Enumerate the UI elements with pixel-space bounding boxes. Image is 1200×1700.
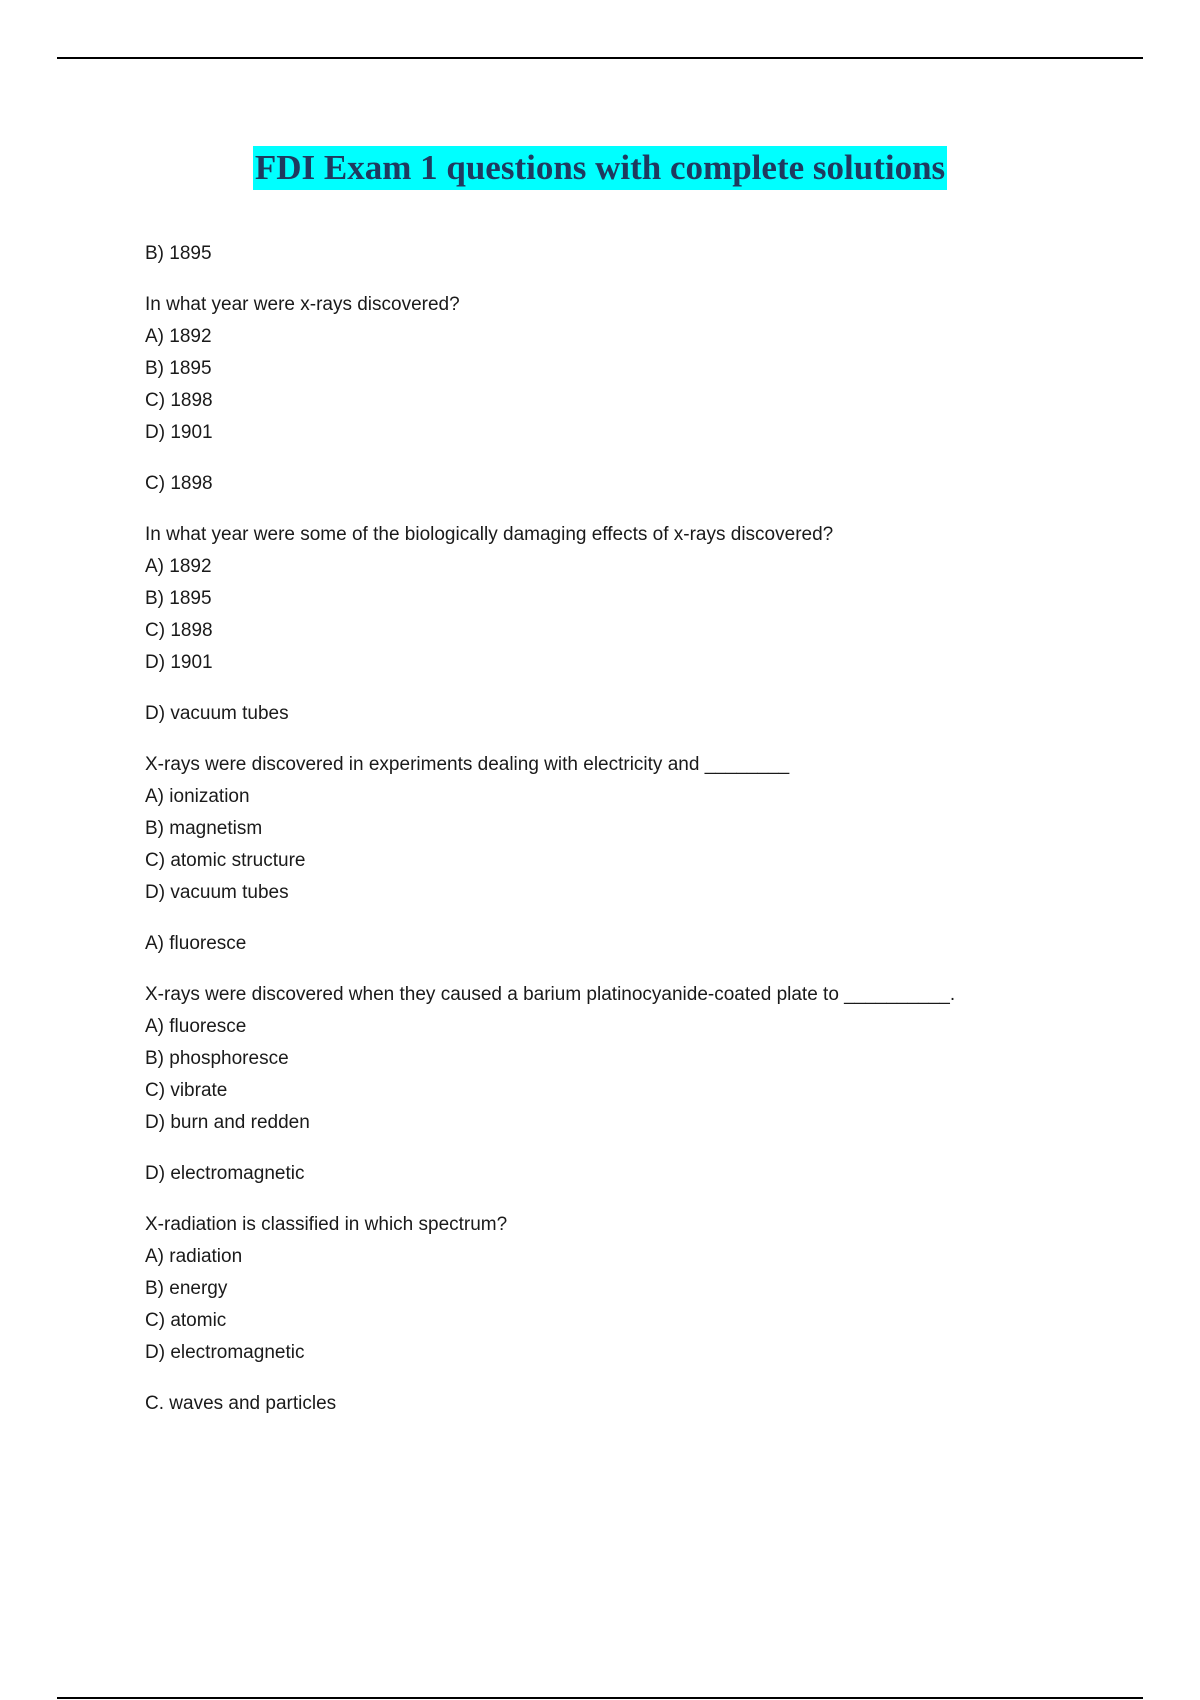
option-text: A) fluoresce xyxy=(145,1016,247,1037)
option-text: C) vibrate xyxy=(145,1080,228,1101)
option-text: A) 1892 xyxy=(145,326,212,347)
answer-text: D) electromagnetic xyxy=(145,1163,305,1184)
footer-rule xyxy=(57,1697,1143,1699)
title-container xyxy=(0,146,1200,190)
spacer xyxy=(145,1141,1105,1160)
answer-text: A) fluoresce xyxy=(145,933,247,954)
option-text: B) energy xyxy=(145,1278,228,1299)
page-title: FDI Exam 1 questions with complete solutions xyxy=(253,146,947,190)
option-text: C) 1898 xyxy=(145,390,213,411)
spacer xyxy=(145,681,1105,700)
option-text: D) 1901 xyxy=(145,422,213,443)
answer-text: C. waves and particles xyxy=(145,1393,337,1414)
option-text: B) phosphoresce xyxy=(145,1048,289,1069)
option-text: A) ionization xyxy=(145,786,250,807)
spacer xyxy=(145,451,1105,470)
question-text: In what year were some of the biologically damaging effects of x-rays discovered? xyxy=(145,524,834,545)
question-text: X-rays were discovered when they caused a barium platinocyanide-coated plate to __________. xyxy=(145,984,956,1005)
option-text: C) 1898 xyxy=(145,620,213,641)
option-text: A) 1892 xyxy=(145,556,212,577)
option-text: C) atomic structure xyxy=(145,850,306,871)
question-text: X-rays were discovered in experiments dealing with electricity and ________ xyxy=(145,754,790,775)
answer-text: C) 1898 xyxy=(145,473,213,494)
option-text: D) burn and redden xyxy=(145,1112,310,1133)
option-text: D) 1901 xyxy=(145,652,213,673)
option-text: A) radiation xyxy=(145,1246,243,1267)
option-text: C) atomic xyxy=(145,1310,227,1331)
option-text: D) vacuum tubes xyxy=(145,882,289,903)
option-text: D) electromagnetic xyxy=(145,1342,305,1363)
option-text: B) magnetism xyxy=(145,818,263,839)
option-text: B) 1895 xyxy=(145,588,212,609)
answer-text: D) vacuum tubes xyxy=(145,703,289,724)
header-rule xyxy=(57,57,1143,59)
spacer xyxy=(145,1371,1105,1390)
document-body xyxy=(145,240,1105,1441)
question-text: X-radiation is classified in which spectrum? xyxy=(145,1214,508,1235)
question-text: In what year were x-rays discovered? xyxy=(145,294,460,315)
option-text: B) 1895 xyxy=(145,358,212,379)
answer-text: B) 1895 xyxy=(145,243,212,264)
spacer xyxy=(145,911,1105,930)
